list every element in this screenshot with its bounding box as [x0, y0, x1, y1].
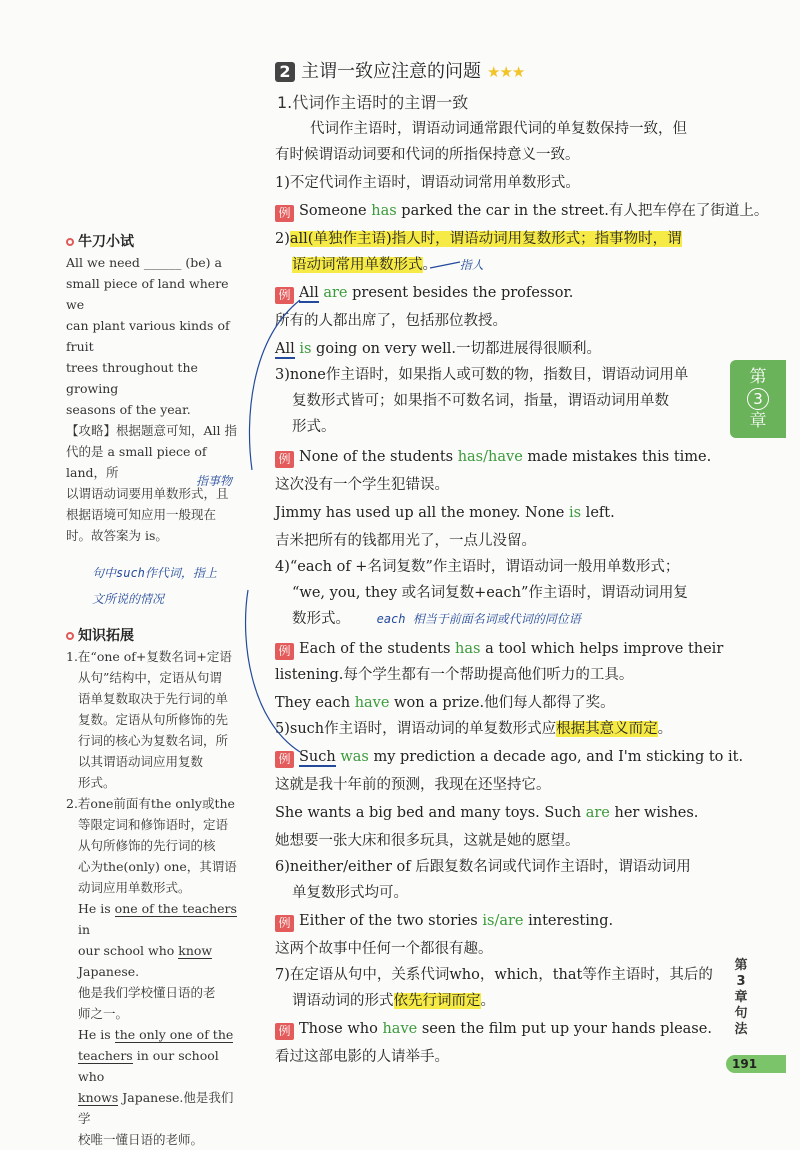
example-4-cn: 这次没有一个学生犯错误。 [275, 477, 449, 493]
example-9: She wants a big bed and many toys. Such are her wishes. [275, 805, 699, 821]
example-8: 例 Such was my prediction a decade ago, and I'm sticking to it. [275, 746, 743, 768]
extension-box: 知识拓展 1.在“one of+复数名词+定语 从句”结构中，定语从句谓 语单复数取决于先行词的单 复数。定语从句所修饰的先 行词的核心为复数名词，所 以其谓语动词应用复数 形式。 2.若one前面有the only或the 等限定词和修饰语时，定语 从句所修饰的先行词的核 心为the(only) one，其谓语 动词应用单数形式。 He is one of the teachers in our school who know Japanese. 他是我们学校懂日语的老 师之一。 He is the only one of the teachers in our school who knows Japanese.他是我们学 校唯一懂日语的老师。 [66, 626, 244, 1150]
example-11: 例 Those who have seen the film put up your hands please. [275, 1018, 712, 1040]
example-7: They each have won a prize.他们每人都得了奖。 [275, 695, 615, 711]
rule-2-line-2: 语动词常用单数形式。 指人 [292, 257, 484, 273]
example-icon: 例 [275, 205, 294, 222]
rule-7-line-1: 7)在定语从句中，关系代词who，which，that等作主语时，其后的 [275, 967, 713, 983]
intro-line-2: 有时候谓语动词要和代词的所指保持意义一致。 [275, 147, 580, 163]
rule-4-line-1: 4)“each of +名词复数”作主语时，谓语动词一般用单数形式； [275, 559, 680, 575]
example-4: 例 None of the students has/have made mistakes this time. [275, 446, 711, 468]
quiz-title: 牛刀小试 [66, 232, 244, 252]
rule-1: 1)不定代词作主语时，谓语动词常用单数形式。 [275, 175, 580, 191]
quiz-box: 牛刀小试 All we need ______ (be) a small piece of land where we can plant various kinds of fruit trees throughout the growing seasons of the year. 【攻略】根据题意可知，All 指 代的是 a small piece of land，所 以谓语动词要用单数形式，且 根据语境可知应用一般现在 时。故答案为 is。 [66, 232, 244, 546]
example-5: Jimmy has used up all the money. None is left. [275, 505, 615, 521]
example-5-cn: 吉米把所有的钱都用光了，一点儿没留。 [275, 533, 536, 549]
rule-4-line-2: “we, you, they 或名词复数+each”作主语时，谓语动词用复 [292, 585, 688, 601]
example-1: 例 Someone has parked the car in the street.有人把车停在了街道上。 [275, 200, 768, 222]
rule-6-line-1: 6)neither/either of 后跟复数名词或代词作主语时，谓语动词用 [275, 859, 691, 875]
example-10: 例 Either of the two stories is/are interesting. [275, 910, 613, 932]
section-number: 2 [275, 62, 295, 82]
example-icon: 例 [275, 287, 294, 304]
example-10-cn: 这两个故事中任何一个都很有趣。 [275, 941, 493, 957]
example-6: 例 Each of the students has a tool which helps improve their [275, 638, 723, 660]
rule-5: 5)such作主语时，谓语动词的单复数形式应根据其意义而定。 [275, 721, 673, 737]
handwritten-note-each: each 相当于前面名词或代词的同位语 [376, 612, 581, 626]
handwritten-note-such-1: 句中such作代词，指上 [92, 566, 217, 580]
rule-3-line-1: 3)none作主语时，如果指人或可数的物，指数目，谓语动词用单 [275, 367, 689, 383]
handwritten-note-person: 指人 [459, 258, 484, 272]
example-icon: 例 [275, 915, 294, 932]
handwritten-note-thing: 指事物 [196, 474, 233, 488]
example-icon: 例 [275, 451, 294, 468]
example-icon: 例 [275, 751, 294, 768]
handwritten-note-such-2: 文所说的情况 [92, 592, 165, 606]
example-11-cn: 看过这部电影的人请举手。 [275, 1049, 449, 1065]
example-2-cn: 所有的人都出席了，包括那位教授。 [275, 313, 507, 329]
rule-3-line-3: 形式。 [292, 419, 336, 435]
rule-6-line-2: 单复数形式均可。 [292, 885, 408, 901]
rule-4-line-3: 数形式。 each 相当于前面名词或代词的同位语 [292, 611, 581, 627]
example-icon: 例 [275, 643, 294, 660]
example-6-cont: listening.每个学生都有一个帮助提高他们听力的工具。 [275, 667, 634, 683]
section-title: 主谓一致应注意的问题 [301, 61, 481, 82]
example-icon: 例 [275, 1023, 294, 1040]
example-3: All is going on very well.一切都进展得很顺利。 [275, 341, 601, 357]
rule-7-line-2: 谓语动词的形式依先行词而定。 [292, 993, 495, 1009]
example-9-cn: 她想要一张大床和很多玩具，这就是她的愿望。 [275, 833, 580, 849]
rule-2-line-1: 2)all(单独作主语)指人时，谓语动词用复数形式；指事物时，谓 [275, 231, 682, 247]
star-rating-icon: ★★★ [487, 63, 525, 81]
page-number: 191 [726, 1055, 786, 1073]
rule-3-line-2: 复数形式皆可；如果指不可数名词，指量，谓语动词用单数 [292, 393, 669, 409]
chapter-tab: 第 3 章 [730, 360, 786, 438]
subsection-title: 1.代词作主语时的主谓一致 [277, 93, 469, 112]
running-chapter-label: 第3章句法 [734, 958, 748, 1037]
example-2: 例 All are present besides the professor. [275, 282, 573, 304]
intro-line-1: 代词作主语时，谓语动词通常跟代词的单复数保持一致，但 [310, 121, 687, 137]
example-8-cn: 这就是我十年前的预测，我现在还坚持它。 [275, 777, 551, 793]
extension-title: 知识拓展 [66, 626, 244, 646]
